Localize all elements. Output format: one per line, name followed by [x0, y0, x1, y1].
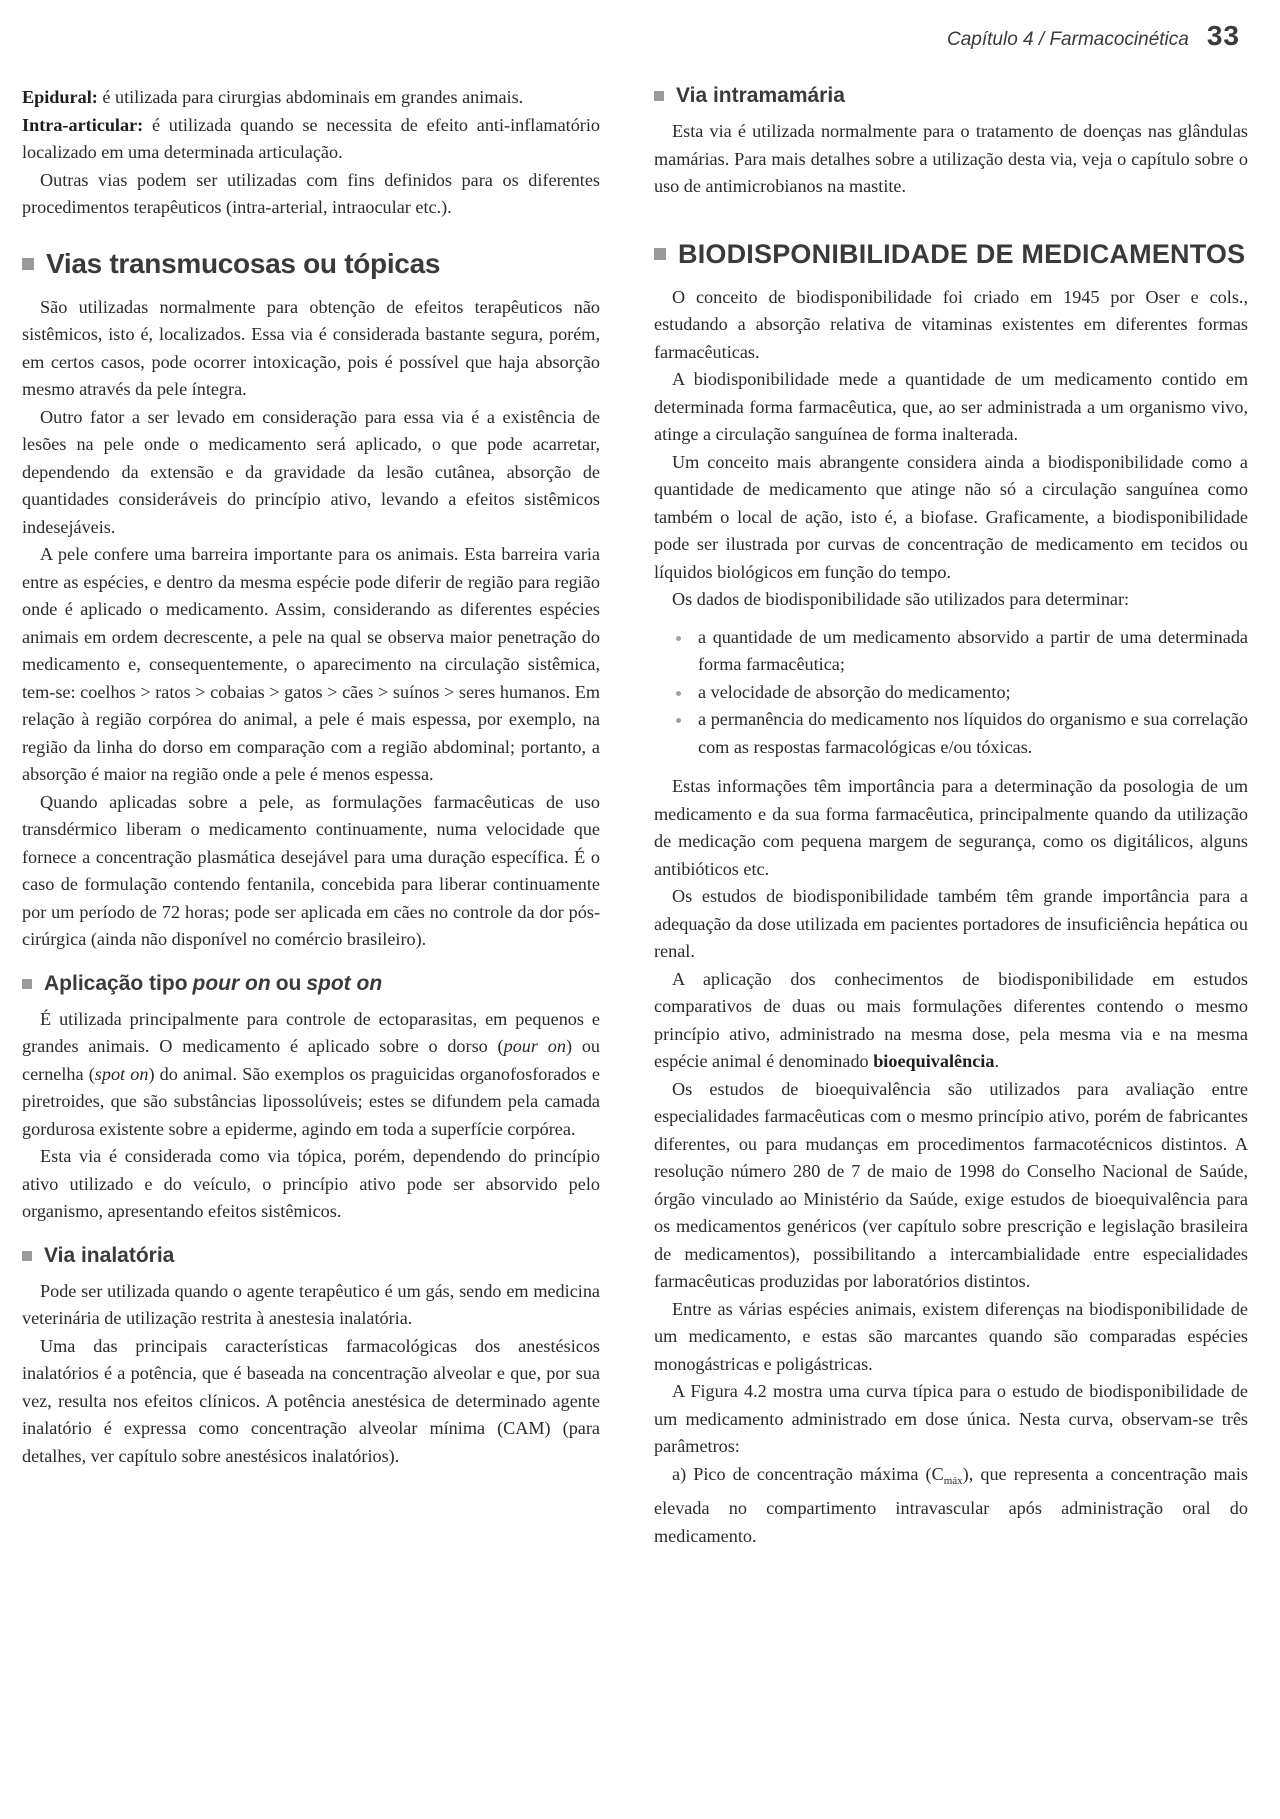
heading-text-a: Aplicação tipo — [44, 971, 188, 995]
body-paragraph: Uma das principais características farmacológicas dos anestésicos inalatórios é a potência, que é baseada na concentração alveolar e que, por sua vez, resulta nos efeitos clínicos. A potência anestésica de determinado agente inalatório é expressa como concentração alveolar mínima (CAM) (para detalhes, ver capítulo sobre anestésicos inalatórios). — [22, 1335, 600, 1466]
body-paragraph: Quando aplicadas sobre a pele, as formulações farmacêuticas de uso transdérmico liberam o medicamento continuamente, numa velocidade que fornece a concentração plasmática desejável para uma duração específica. É o caso de formulação contendo fentanila, concebida para liberar continuamente por um período de 72 horas; pode ser aplicada em cães no controle da dor pós-cirúrgica (ainda não disponível no comércio brasileiro). — [22, 791, 600, 949]
body-paragraph: A biodisponibilidade mede a quantidade de um medicamento contido em determinada forma farmacêutica, que, ao ser administrada a um organismo vivo, atinge a circulação sanguínea de forma inalterada. — [654, 369, 1248, 444]
body-paragraph: A Figura 4.2 mostra uma curva típica para o estudo de biodisponibilidade de um medicamento administrado em dose única. Nesta curva, observam-se três parâmetros: — [654, 1381, 1248, 1456]
body-paragraph: Estas informações têm importância para a determinação da posologia de um medicamento e da sua forma farmacêutica, principalmente quando da utilização de medicação com pequena margem de segurança, como os digitálicos, alguns antibióticos etc. — [654, 776, 1248, 879]
list-item — [654, 679, 1248, 707]
running-head — [947, 20, 1240, 52]
epidural-text: é utilizada para cirurgias abdominais em grandes animais. — [97, 87, 524, 107]
heading-text-c: ou — [275, 971, 302, 995]
subsection-bullet-icon — [22, 979, 32, 989]
epidural-paragraph — [22, 84, 600, 112]
text-run-italic: pour on — [503, 1036, 566, 1056]
text-run: a) Pico de concentração máxima (C — [672, 1463, 944, 1484]
section-heading-text: BIODISPONIBILIDADE DE MEDICAMENTOS — [678, 238, 1246, 269]
heading-text-d: spot on — [306, 971, 383, 995]
subsection-bullet-icon — [22, 1251, 32, 1261]
running-head-title: Capítulo 4 / Farmacocinética — [947, 29, 1189, 50]
intra-articular-paragraph — [22, 112, 600, 167]
subsection-heading-pour-on — [22, 972, 600, 996]
body-paragraph: Os estudos de biodisponibilidade também têm grande importância para a adequação da dose utilizada em pacientes portadores de insuficiência hepática ou renal. — [654, 886, 1248, 961]
body-paragraph: Esta via é considerada como via tópica, porém, dependendo do princípio ativo utilizado e do veículo, o princípio ativo pode ser absorvido pelo organismo, apresentando efeitos sistêmicos. — [22, 1146, 600, 1221]
text-run-italic: spot on — [94, 1063, 149, 1084]
body-paragraph: Esta via é utilizada normalmente para o tratamento de doenças nas glândulas mamárias. Para mais detalhes sobre a utilização desta via, veja o capítulo sobre o uso de antimicrobianos na mastite. — [654, 121, 1248, 196]
page-number: 33 — [1206, 20, 1240, 51]
list-item-text: a velocidade de absorção do medicamento; — [698, 681, 1011, 702]
text-run: É utilizada principalmente para controle de ectoparasitas, em pequenos e grandes animais. O medicamento é aplicado sobre o dorso ( — [22, 1008, 600, 1056]
body-paragraph: Outro fator a ser levado em consideração para essa via é a existência de lesões na pele onde o medicamento será aplicado, o que pode acarretar, dependendo da extensão e da gravidade da lesão cutânea, absorção de quantidades consideráveis do princípio ativo, levando a efeitos sistêmicos indesejáveis. — [22, 406, 600, 537]
body-paragraph: O conceito de biodisponibilidade foi criado em 1945 por Oser e cols., estudando a absorção relativa de vitaminas existentes em diferentes formas farmacêuticas. — [654, 286, 1248, 362]
list-item-text: a permanência do medicamento nos líquidos do organismo e sua correlação com as respostas farmacológicas e/ou tóxicas. — [698, 709, 1248, 757]
bullet-dot-icon — [676, 691, 681, 696]
bullet-list — [654, 624, 1248, 762]
body-paragraph: Os dados de biodisponibilidade são utilizados para determinar: — [672, 589, 1130, 609]
subsection-heading-text: Via inalatória — [44, 1243, 175, 1267]
text-run: ) ou cernelha ( — [22, 1036, 601, 1084]
list-item — [654, 706, 1248, 761]
subsection-heading-text: Via intramamária — [676, 84, 845, 107]
list-item-text: a quantidade de um medicamento absorvido a partir de uma determinada forma farmacêutica; — [698, 626, 1248, 674]
left-column — [22, 84, 600, 1470]
intra-articular-text: é utilizada quando se necessita de efeito anti-inflamatório localizado em uma determinada articulação. — [22, 114, 600, 162]
section-bullet-icon — [22, 258, 34, 270]
heading-text-b: pour on — [192, 971, 271, 995]
bioequivalencia-term: bioequivalência — [873, 1051, 995, 1071]
body-paragraph: São utilizadas normalmente para obtenção de efeitos terapêuticos não sistêmicos, isto é, localizados. Essa via é considerada bastante segura, porém, em certos casos, pode ocorrer intoxicação, pois é possível que haja absorção mesmo através da pele íntegra. — [22, 296, 600, 399]
bullet-dot-icon — [676, 718, 681, 723]
subsection-heading-intramamaria — [654, 84, 1248, 108]
text-run: . — [994, 1051, 999, 1071]
body-paragraph: Um conceito mais abrangente considera ainda a biodisponibilidade como a quantidade de medicamento que atinge não só a circulação sanguínea como também o local de ação, isto é, a biofase. Graficamente, a biodisponibilidade pode ser ilustrada por curvas de concentração de medicamento em tecidos ou líquidos biológicos em função do tempo. — [654, 451, 1248, 582]
cmax-paragraph — [654, 1461, 1248, 1551]
section-heading-biodisponibilidade — [654, 239, 1248, 270]
cmax-subscript: máx — [943, 1474, 963, 1487]
section-heading-text: Vias transmucosas ou tópicas — [46, 247, 441, 279]
list-item — [654, 624, 1248, 679]
epidural-label: Epidural: — [22, 87, 98, 107]
text-run: ), que representa a concentração mais elevada no compartimento intravascular após administração oral do medicamento. — [654, 1463, 1248, 1546]
section-bullet-icon — [654, 248, 666, 260]
section-heading-transmucosas — [22, 248, 600, 280]
right-column — [654, 84, 1248, 1550]
pour-on-paragraph — [22, 1006, 600, 1144]
intra-articular-label: Intra-articular: — [22, 114, 144, 135]
body-paragraph: A pele confere uma barreira importante para os animais. Esta barreira varia entre as espécies, e dentro da mesma espécie pode diferir de região para região onde é aplicado o medicamento. Assim, considerando as diferentes espécies animais em ordem decrescente, a pele na qual se observa maior penetração do medicamento e, consequentemente, o aparecimento na circulação sistêmica, tem-se: coelhos > ratos > cobaias > gatos > cães > suínos > seres humanos. Em relação à região corpórea do animal, a pele é mais espessa, por exemplo, na região da linha do dorso em comparação com a região abdominal; portanto, a absorção é maior na região onde a pele é menos espessa. — [22, 544, 600, 784]
subsection-bullet-icon — [654, 91, 664, 101]
text-run: A aplicação dos conhecimentos de biodisponibilidade em estudos comparativos de duas ou mais formulações diferentes contendo o mesmo princípio ativo, administrado na mesma dose, pela mesma via e na mesma espécie animal é denominado — [654, 968, 1248, 1071]
body-paragraph: Os estudos de bioequivalência são utilizados para avaliação entre especialidades farmacêuticas com o mesmo princípio ativo, porém de fabricantes diferentes, ou para mudanças em procedimentos farmacotécnicos distintos. A resolução número 280 de 7 de maio de 1998 do Conselho Nacional de Saúde, órgão vinculado ao Ministério da Saúde, exige estudos de bioequivalência para os medicamentos genéricos (ver capítulo sobre prescrição e legislação brasileira de medicamentos), possibilitando a intercambialidade entre especialidades farmacêuticas produzidas por laboratórios distintos. — [654, 1078, 1248, 1291]
text-run: ) do animal. São exemplos os praguicidas organofosforados e piretroides, que são substâncias lipossolúveis; estes se difundem pela camada gordurosa existente sobre a epiderme, agindo em toda a superfície corpórea. — [22, 1063, 600, 1139]
bioequivalencia-paragraph — [654, 966, 1248, 1076]
body-paragraph: Pode ser utilizada quando o agente terapêutico é um gás, sendo em medicina veterinária de utilização restrita à anestesia inalatória. — [22, 1280, 600, 1328]
subsection-heading-inalatoria — [22, 1244, 600, 1268]
body-paragraph: Entre as várias espécies animais, existem diferenças na biodisponibilidade de um medicamento, e estas são marcantes quando são comparadas espécies monogástricas e poligástricas. — [654, 1298, 1248, 1374]
outras-vias-paragraph: Outras vias podem ser utilizadas com fins definidos para os diferentes procedimentos terapêuticos (intra-arterial, intraocular etc.). — [22, 169, 600, 217]
bullet-dot-icon — [676, 636, 681, 641]
